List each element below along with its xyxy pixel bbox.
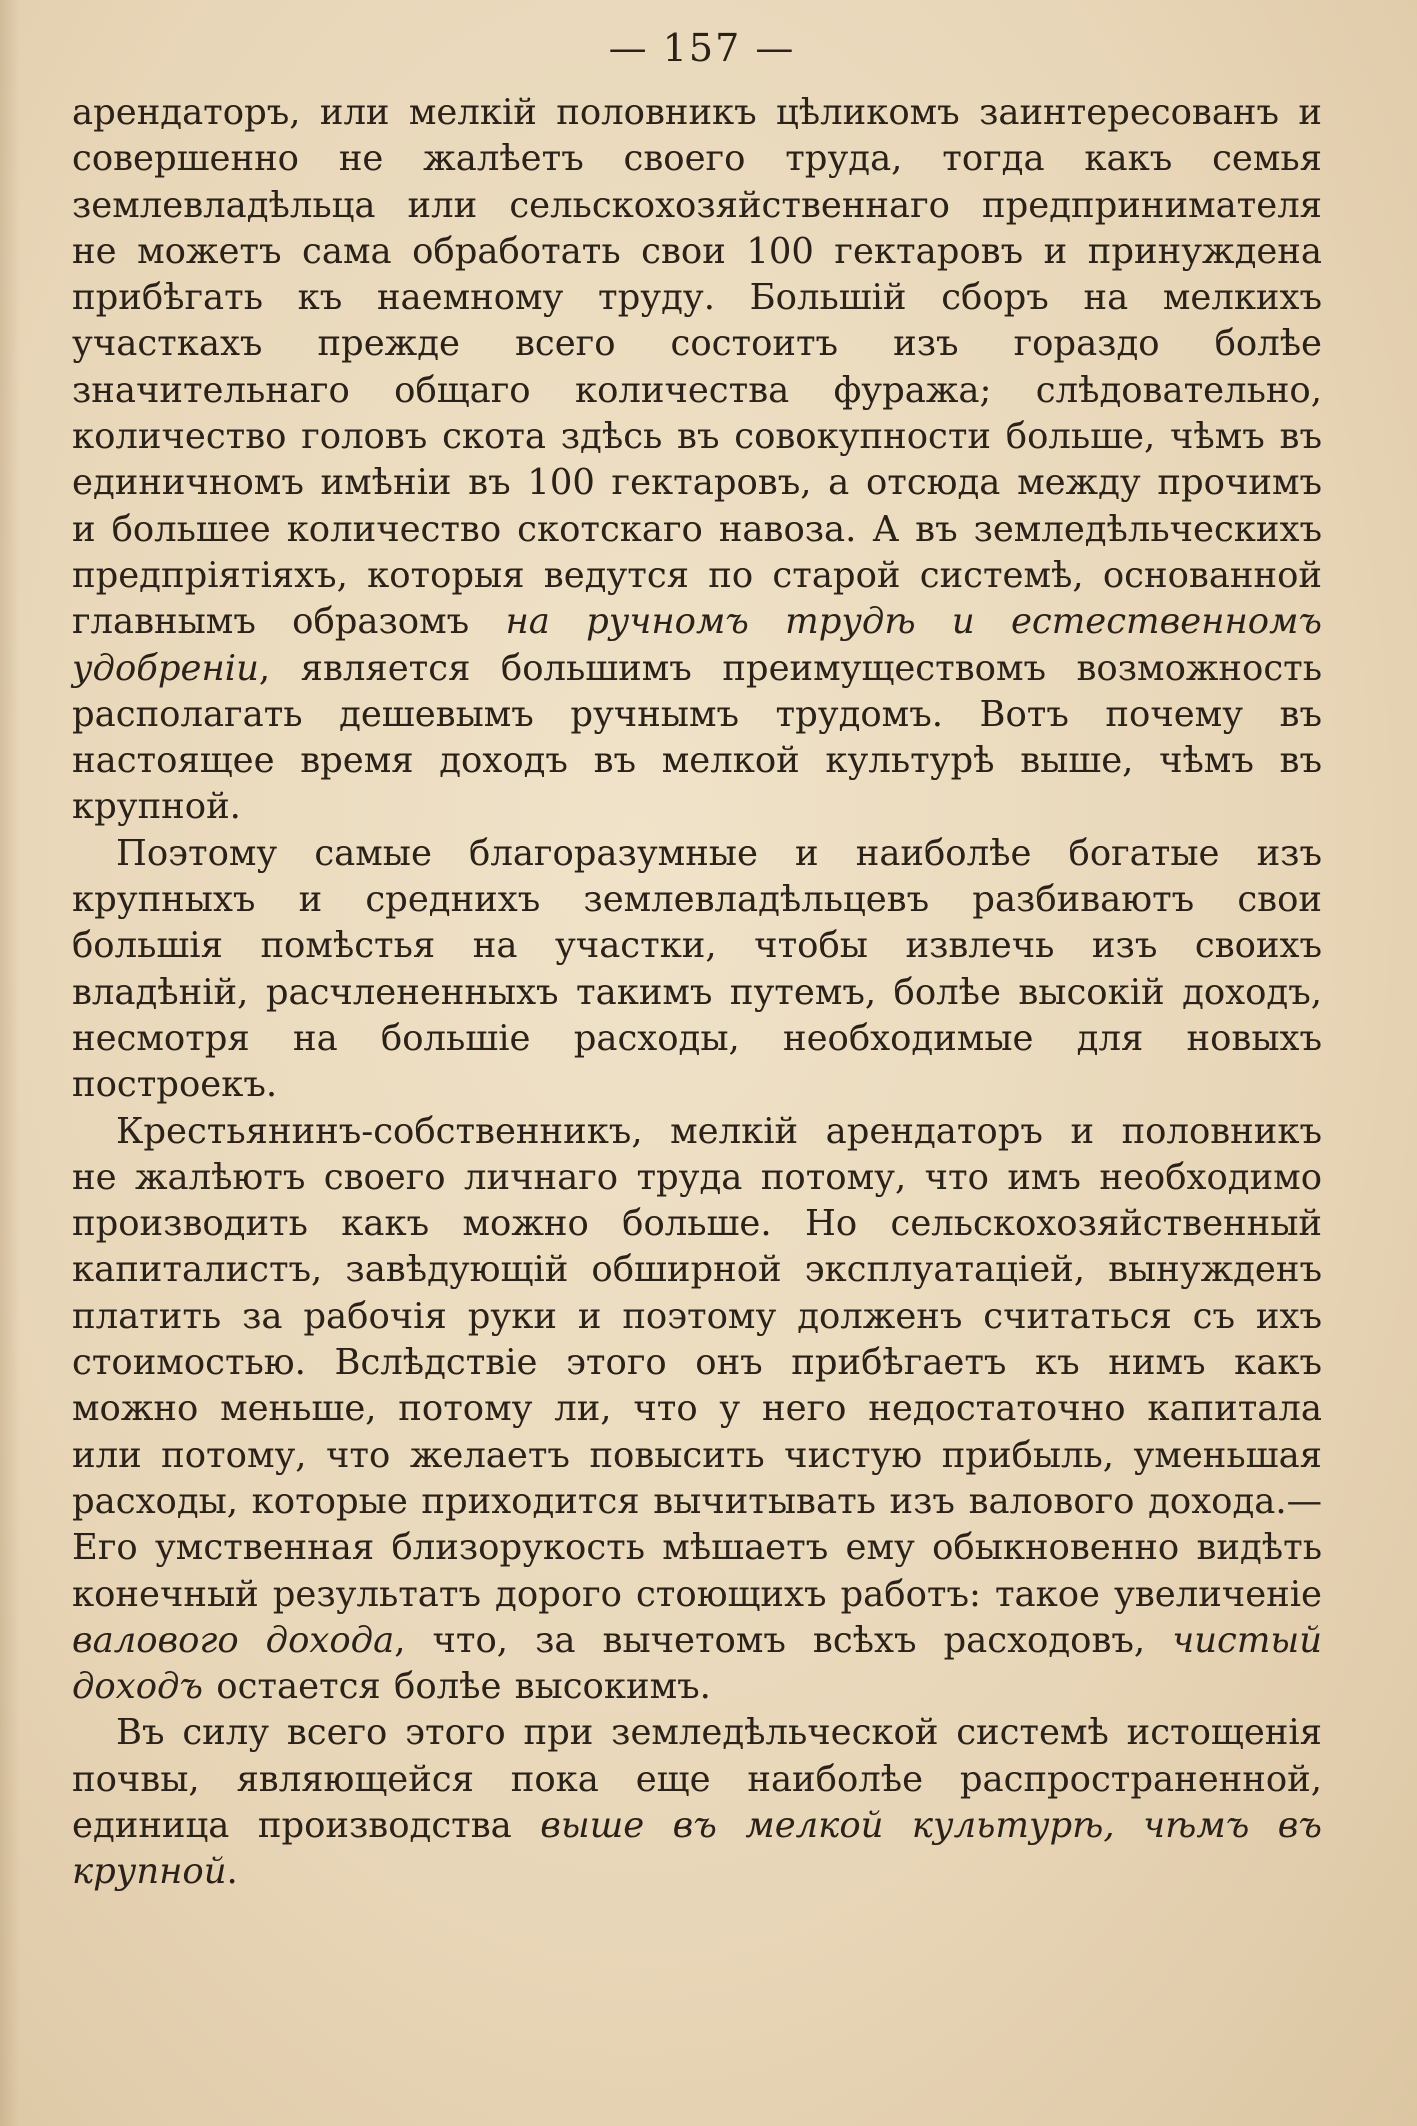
text-segment: Поэтому самые благоразумные и наиболѣе богатые изъ крупныхъ и среднихъ землевладѣльцевъ разбиваютъ свои большія помѣстья на участки, чтобы извлечь изъ своихъ владѣній, расчлененныхъ такимъ путемъ, болѣе высокій доходъ, несмотря на большіе расходы, необходимые для новыхъ построекъ. [72,832,1322,1106]
text-segment: арендаторъ, или мелкій половникъ цѣликомъ заинтересованъ и совершенно не жалѣетъ своего труда, тогда какъ семья землевладѣльца или сельскохозяйственнаго предпринимателя не можетъ сама обработать свои 100 гектаровъ и принуждена прибѣгать къ наемному труду. Большій сборъ на мелкихъ участкахъ прежде всего состоитъ изъ гораздо болѣе значительнаго общаго количества фуража; слѣдовательно, количество головъ скота здѣсь въ совокупности больше, чѣмъ въ единичномъ имѣніи въ 100 гектаровъ, а отсюда между прочимъ и большее количество скотскаго навоза. А въ земледѣльческихъ предпріятіяхъ, которыя ведутся по старой системѣ, основанной главнымъ образомъ [72,92,1322,643]
emphasized-text: валового дохода [72,1619,395,1661]
paragraph-4 [72,1710,1322,1895]
page-number: — 157 — [608,26,796,70]
paragraph-2 [72,831,1322,1109]
emphasized-text: чистый доходъ [72,1619,1322,1708]
page-edge-shadow [0,0,20,2126]
text-segment: Крестьянинъ-собственникъ, мелкій арендаторъ и половникъ не жалѣютъ своего личнаго труда потому, что имъ необходимо производить какъ можно больше. Но сельскохозяйственный капиталистъ, завѣдующій обширной эксплуатаціей, вынужденъ платить за рабочія руки и поэтому долженъ считаться съ ихъ стоимостью. Вслѣдствіе этого онъ прибѣгаетъ къ нимъ какъ можно меньше, потому ли, что у него недостаточно капитала или потому, что желаетъ повысить чистую прибыль, уменьшая расходы, которые приходится вычитывать изъ валового дохода.— Его умственная близорукость мѣшаетъ ему обыкновенно видѣть конечный результатъ дорого стоющихъ работъ: такое увеличеніе [72,1110,1322,1615]
text-segment: , что, за вычетомъ всѣхъ расходовъ, [394,1619,1173,1661]
text-segment: , является большимъ преимуществомъ возможность располагать дешевымъ ручнымъ трудомъ. Вотъ почему въ настоящее время доходъ въ мелкой культурѣ выше, чѣмъ въ крупной. [72,647,1322,828]
book-page [72,20,1322,1896]
body-text [72,90,1322,1896]
paragraph-1 [72,90,1322,831]
emphasized-text: выше въ мелкой культурѣ, чѣмъ въ крупной [72,1804,1322,1893]
text-segment: Въ силу всего этого при земледѣльческой системѣ истощенія почвы, являющейся пока еще наиболѣе распространенной, единица производства [72,1712,1322,1846]
text-segment: . [226,1851,238,1893]
paragraph-3 [72,1109,1322,1711]
text-segment: остается болѣе высокимъ. [203,1666,711,1708]
emphasized-text: на ручномъ трудѣ и естественномъ удобреніи [72,601,1323,689]
